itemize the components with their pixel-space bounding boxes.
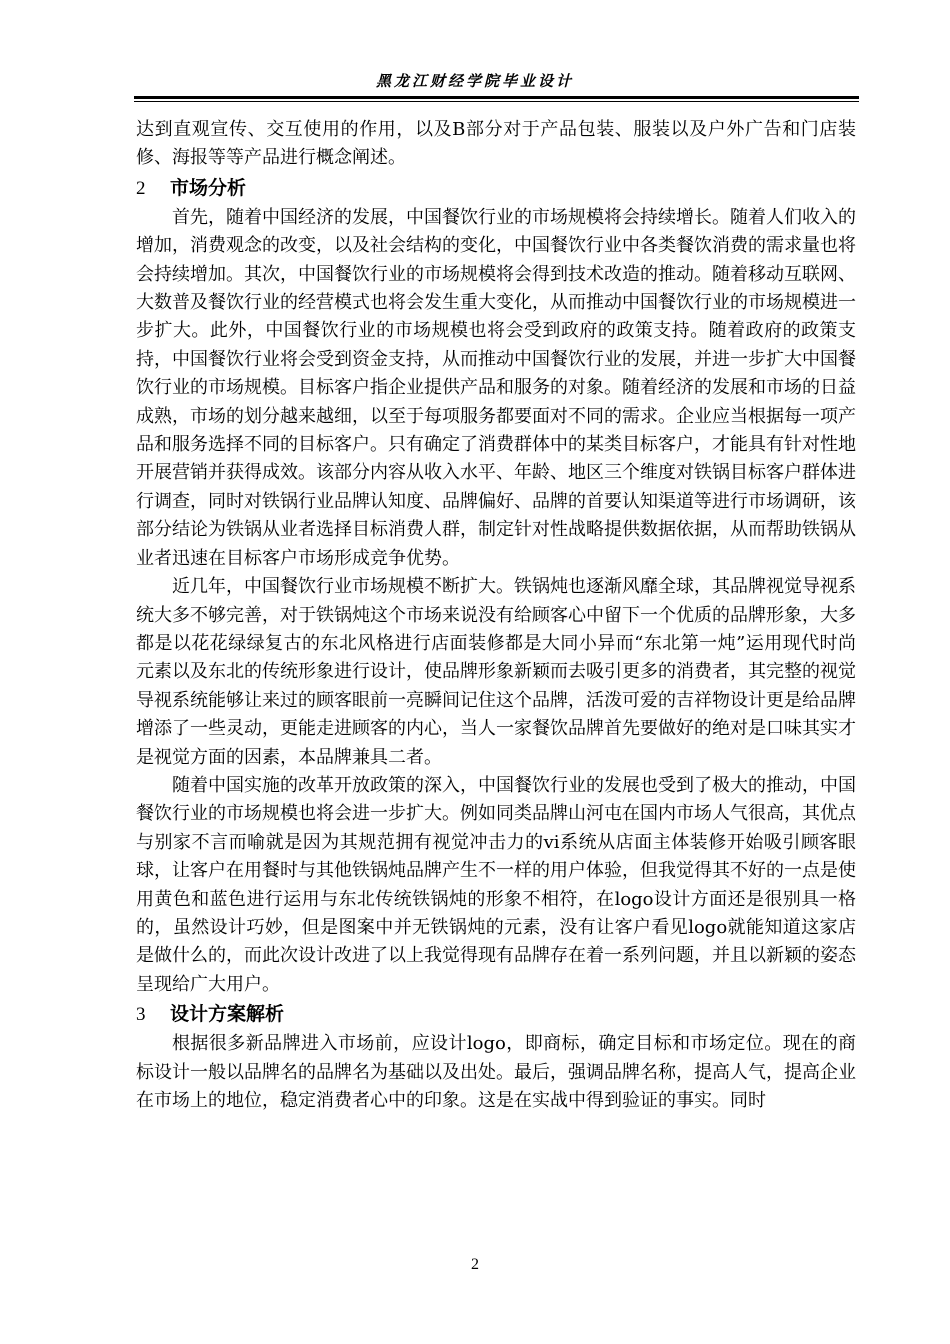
paragraph: 根据很多新品牌进入市场前，应设计logo，即商标，确定目标和市场定位。现在的商标设计一般以品牌名的品牌名为基础以及出处。最后，强调品牌名称，提高人气，提高企业在市场上的地位，稳定消费者心中的印象。这是在实战中得到验证的事实。同时 [136,1033,856,1111]
paragraph: 近几年，中国餐饮行业市场规模不断扩大。铁锅炖也逐渐风靡全球，其品牌视觉导视系统大多不够完善，对于铁锅炖这个市场来说没有给顾客心中留下一个优质的品牌形象，大多都是以花花绿绿复古的东北风格进行店面装修都是大同小异而“东北第一炖”运用现代时尚元素以及东北的传统形象进行设计，使品牌形象新颖而去吸引更多的消费者，其完整的视觉导视系统能够让来过的顾客眼前一亮瞬间记住这个品牌，活泼可爱的吉祥物设计更是给品牌增添了一些灵动，更能走进顾客的内心，当人一家餐饮品牌首先要做好的绝对是口味其实才是视觉方面的因素，本品牌兼具二者。 [136,576,856,768]
page-header-title: 黑龙江财经学院毕业设计 [375,72,574,90]
section-number: 2 [136,177,146,199]
header-rule-thick [134,96,859,99]
page-number: 2 [471,1256,479,1273]
section-heading-design-analysis [136,999,856,1030]
section-title: 市场分析 [170,176,247,199]
section-heading-market-analysis [136,173,856,204]
paragraph: 首先，随着中国经济的发展，中国餐饮行业的市场规模将会持续增长。随着人们收入的增加，消费观念的改变，以及社会结构的变化，中国餐饮行业中各类餐饮消费的需求量也将会持续增加。其次，中国餐饮行业的市场规模将会得到技术改造的推动。随着移动互联网、大数普及餐饮行业的经营模式也将会发生重大变化，从而推动中国餐饮行业的市场规模进一步扩大。此外，中国餐饮行业的市场规模也将会受到政府的政策支持。随着政府的政策支持，中国餐饮行业将会受到资金支持，从而推动中国餐饮行业的发展，并进一步扩大中国餐饮行业的市场规模。目标客户指企业提供产品和服务的对象。随着经济的发展和市场的日益成熟，市场的划分越来越细，以至于每项服务都要面对不同的需求。企业应当根据每一项产品和服务选择不同的目标客户。只有确定了消费群体中的某类目标客户，才能具有针对性地开展营销并获得成效。该部分内容从收入水平、年龄、地区三个维度对铁锅目标客户群体进行调查，同时对铁锅行业品牌认知度、品牌偏好、品牌的首要认知渠道等进行市场调研，该部分结论为铁锅从业者选择目标消费人群，制定针对性战略提供数据依据，从而帮助铁锅从业者迅速在目标客户市场形成竞争优势。 [136,206,856,569]
header-rule-thin [134,101,859,102]
section-title: 设计方案解析 [170,1003,285,1026]
paragraph: 随着中国实施的改革开放政策的深入，中国餐饮行业的发展也受到了极大的推动，中国餐饮行业的市场规模也将会进一步扩大。例如同类品牌山河屯在国内市场人气很高，其优点与别家不言而喻就是因为其规范拥有视觉冲击力的vi系统从店面主体装修开始吸引顾客眼球，让客户在用餐时与其他铁锅炖品牌产生不一样的用户体验，但我觉得其不好的一点是使用黄色和蓝色进行运用与东北传统铁锅炖的形象不相符，在logo设计方面还是很别具一格的，虽然设计巧妙，但是图案中并无铁锅炖的元素，没有让客户看见logo就能知道这家店是做什么的，而此次设计改进了以上我觉得现有品牌存在着一系列问题，并且以新颖的姿态呈现给广大用户。 [136,774,856,995]
paragraph-continued: 达到直观宣传、交互使用的作用，以及B部分对于产品包装、服装以及户外广告和门店装修、海报等等产品进行概念阐述。 [136,119,856,169]
document-body [136,116,856,1115]
section-number: 3 [136,1004,146,1026]
